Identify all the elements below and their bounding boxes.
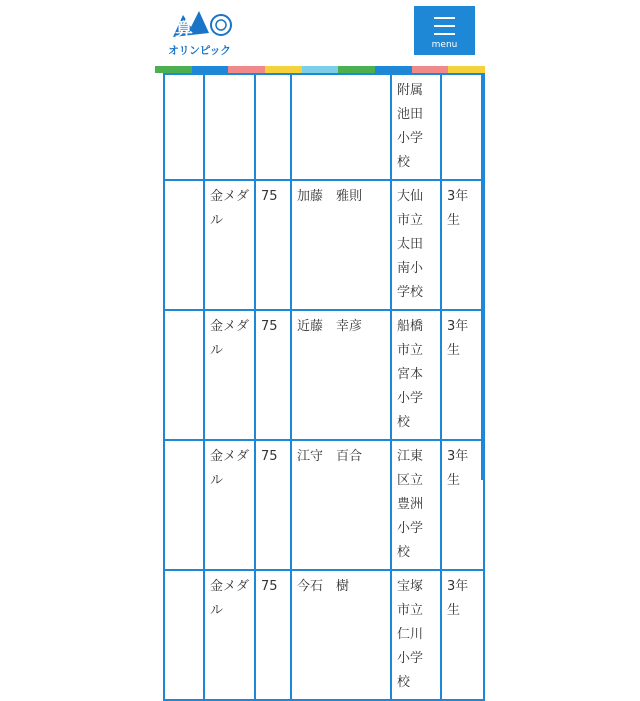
table-row [164, 570, 484, 700]
results-table [163, 73, 485, 701]
table-row [164, 310, 484, 440]
stripe-segment [302, 66, 339, 73]
stripe-segment [338, 66, 375, 73]
rank-cell [164, 440, 204, 570]
school-cell: 附属池田小学校 [391, 74, 441, 180]
stripe-segment [192, 66, 229, 73]
stripe-segment [412, 66, 449, 73]
hamburger-icon-bar [434, 33, 455, 35]
grade-cell: 3年生 [441, 180, 484, 310]
color-stripe [155, 66, 485, 73]
name-cell: 江守 百合 [291, 440, 391, 570]
site-logo[interactable] [163, 7, 233, 57]
rank-cell [164, 570, 204, 700]
stripe-segment [155, 66, 192, 73]
rank-cell [164, 74, 204, 180]
grade-cell: 3年生 [441, 570, 484, 700]
stripe-segment [448, 66, 485, 73]
site-header [155, 0, 485, 66]
stripe-segment [265, 66, 302, 73]
logo-text: オリンピック [168, 44, 231, 57]
medal-cell [204, 74, 255, 180]
score-cell [255, 74, 291, 180]
hamburger-icon [434, 17, 455, 19]
olympiad-logo-icon [163, 7, 233, 47]
score-cell: 75 [255, 310, 291, 440]
school-cell: 船橋市立宮本小学校 [391, 310, 441, 440]
score-cell: 75 [255, 570, 291, 700]
school-cell: 江東区立豊洲小学校 [391, 440, 441, 570]
rank-cell [164, 180, 204, 310]
grade-cell: 3年生 [441, 440, 484, 570]
table-row [164, 180, 484, 310]
name-cell [291, 74, 391, 180]
medal-cell: 金メダル [204, 310, 255, 440]
score-cell: 75 [255, 180, 291, 310]
grade-cell [441, 74, 484, 180]
medal-cell: 金メダル [204, 570, 255, 700]
hamburger-icon-bar [434, 25, 455, 27]
table-row [164, 440, 484, 570]
score-cell: 75 [255, 440, 291, 570]
table-right-border [481, 73, 483, 480]
name-cell: 近藤 幸彦 [291, 310, 391, 440]
school-cell: 大仙市立太田南小学校 [391, 180, 441, 310]
stripe-segment [375, 66, 412, 73]
menu-button[interactable] [414, 6, 475, 55]
school-cell: 宝塚市立仁川小学校 [391, 570, 441, 700]
grade-cell: 3年生 [441, 310, 484, 440]
name-cell: 加藤 雅則 [291, 180, 391, 310]
stripe-segment [228, 66, 265, 73]
svg-text:算: 算 [175, 19, 193, 40]
menu-label: menu [431, 40, 458, 50]
medal-cell: 金メダル [204, 440, 255, 570]
table-row [164, 74, 484, 180]
medal-cell: 金メダル [204, 180, 255, 310]
rank-cell [164, 310, 204, 440]
name-cell: 今石 樹 [291, 570, 391, 700]
